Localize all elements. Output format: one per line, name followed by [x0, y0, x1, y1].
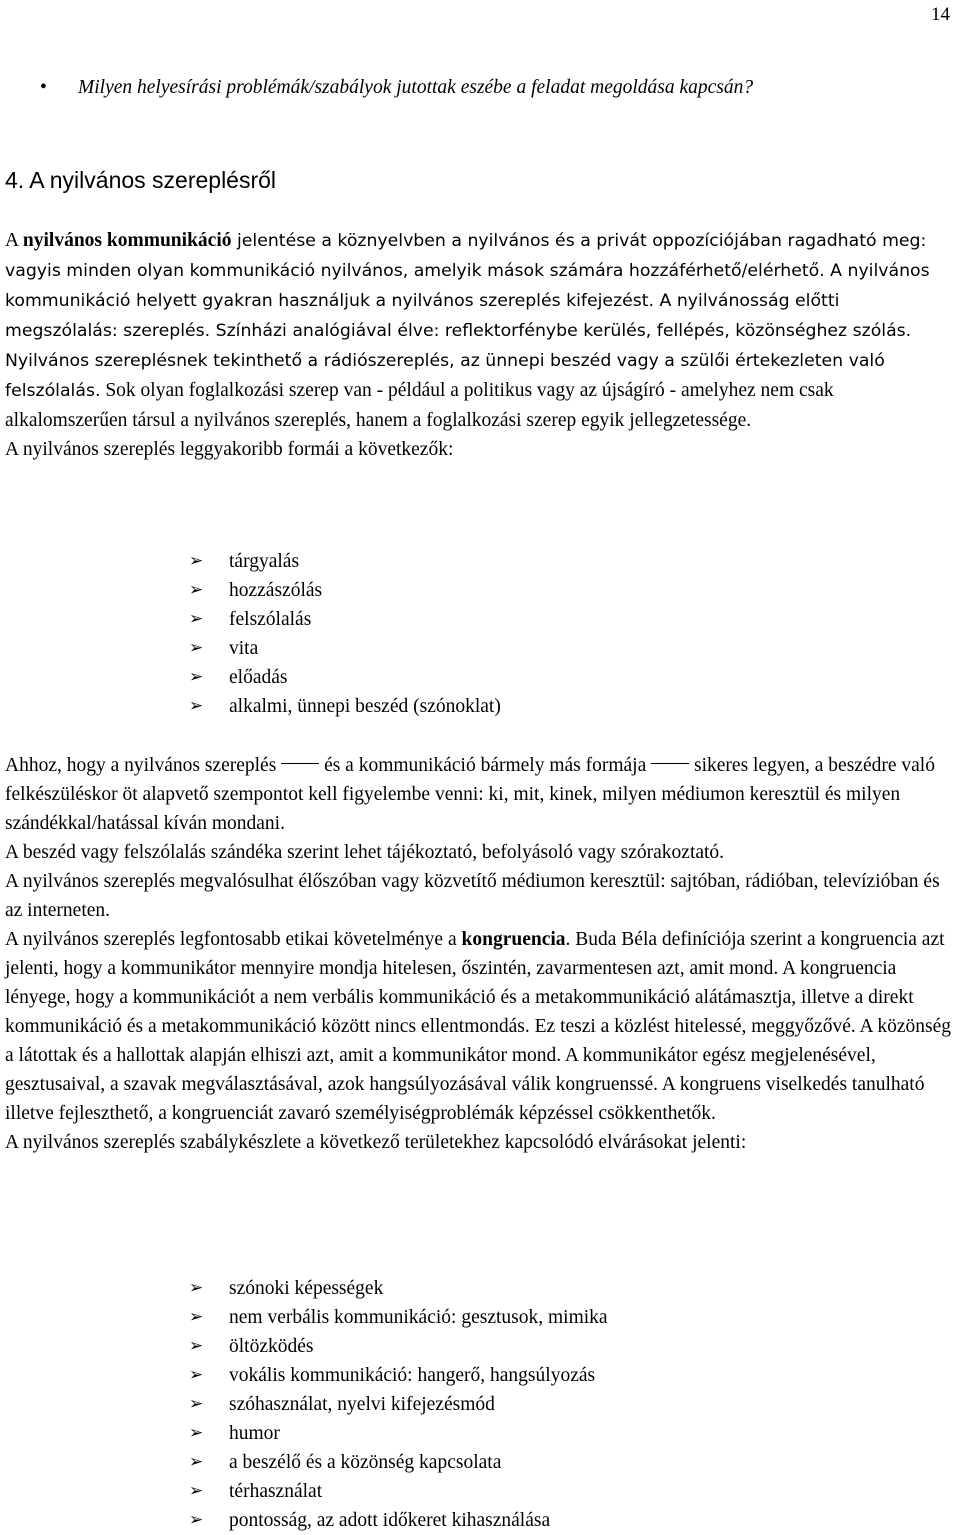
list-item: ➢ alkalmi, ünnepi beszéd (szónoklat) — [189, 692, 501, 721]
list-item: ➢ humor — [189, 1419, 608, 1448]
arrow-bullet-icon: ➢ — [189, 638, 204, 658]
page-number: 14 — [931, 4, 950, 25]
arrow-bullet-icon: ➢ — [189, 1365, 204, 1385]
arrow-bullet-icon: ➢ — [189, 696, 204, 716]
body-paragraphs: Ahhoz, hogy a nyilvános szereplés és a kommunikáció bármely más formája sikeres legyen, a beszédre való felkészüléskor öt alapvető szempontot kell figyelembe venni: ki, mit, kinek, milyen médiumon keresztül és milyen szándékkal/hatással kíván mondani. A beszéd vagy felszólalás szándéka szerint lehet tájékoztató, befolyásoló vagy szórakoztató. A nyilvános szereplés megvalósulhat élőszóban vagy közvetítő médiumon keresztül: sajtóban, rádióban, televízióban és az interneten. A nyilvános szereplés legfontosabb etikai követelménye a kongruencia. Buda Béla definíciója szerint a kongruencia azt jelenti, hogy a kommunikátor mennyire mondja hitelesen, őszintén, zavarmentesen azt, amit mond. A kongruencia lényege, hogy a kommunikációt a nem verbális kommunikáció és a metakommunikáció alátámasztja, illetve a direkt kommunikáció és a metakommunikáció között nincs ellentmondás. Ez teszi a közlést hitelessé, meggyőzővé. A közönség a látottak és a hallottak alapján elhiszi azt, amit a kommunikátor mond. A kommunikátor egész megjelenésével, gesztusaival, a szavak megválasztásával, azok hangsúlyozásával válik kongruenssé. A kongruens viselkedés tanulható illetve fejleszthető, a kongruenciát zavaró személyiségproblémák képzéssel csökkenthetők. A nyilvános szereplés szabálykészlete a következő területekhez kapcsolódó elvárásokat jelenti: — [5, 755, 952, 1153]
list-item: ➢ előadás — [189, 663, 501, 692]
arrow-bullet-icon: ➢ — [189, 609, 204, 629]
list-item: ➢ felszólalás — [189, 605, 501, 634]
medium-paragraph: A nyilvános szereplés megvalósulhat élőszóban vagy közvetítő médiumon keresztül: sajtóban, rádióban, televízióban és az interneten. — [5, 871, 940, 921]
list-item: ➢ tárgyalás — [189, 547, 501, 576]
arrow-bullet-icon: ➢ — [189, 1481, 204, 1501]
arrow-bullet-icon: ➢ — [189, 1510, 204, 1530]
arrow-bullet-icon: ➢ — [189, 667, 204, 687]
list-item: ➢ nem verbális kommunikáció: gesztusok, mimika — [189, 1303, 608, 1332]
arrow-bullet-icon: ➢ — [189, 1307, 204, 1327]
arrow-bullet-icon: ➢ — [189, 1336, 204, 1356]
section-heading: 4. A nyilvános szereplésről — [5, 167, 277, 193]
term-nyilvanos-kommunikacio: nyilvános kommunikáció — [22, 230, 232, 251]
rules-intro: A nyilvános szereplés szabálykészlete a következő területekhez kapcsolódó elvárásokat jelenti: — [5, 1132, 747, 1153]
arrow-bullet-icon: ➢ — [189, 1394, 204, 1414]
list-item: ➢ vita — [189, 634, 501, 663]
bullet-icon: • — [40, 77, 47, 98]
arrow-bullet-icon: ➢ — [189, 1278, 204, 1298]
list-item: ➢ a beszélő és a közönség kapcsolata — [189, 1448, 608, 1477]
list-item: ➢ vokális kommunikáció: hangerő, hangsúlyozás — [189, 1361, 608, 1390]
arrow-bullet-icon: ➢ — [189, 1423, 204, 1443]
dash-rule — [281, 763, 319, 764]
intro-paragraph: A nyilvános kommunikáció jelentése a köznyelvben a nyilvános és a privát oppozíciójában ragadható meg: vagyis minden olyan kommunikáció nyilvános, amelyik mások számára hozzáférhető/elérhető. A nyilvános kommunikáció helyett gyakran használjuk a nyilvános szereplés kifejezést. A nyilvánosság előtti megszólalás: szereplés. Színházi analógiával élve: reflektorfénybe kerülés, fellépés, közönséghez szólás. Nyilvános szereplésnek tekinthető a rádiószereplés, az ünnepi beszéd vagy a szülői értekezleten való felszólalás. Sok olyan foglalkozási szerep van - például a politikus vagy az újságíró - amelyhez nem csak alkalomszerűen társul a nyilvános szereplés, hanem a foglalkozási szerep egyik jellegzetessége. A nyilvános szereplés leggyakoribb formái a következők: — [5, 230, 930, 460]
arrow-bullet-icon: ➢ — [189, 1452, 204, 1472]
list-item: ➢ térhasználat — [189, 1477, 608, 1506]
list-item: ➢ öltözködés — [189, 1332, 608, 1361]
intent-paragraph: A beszéd vagy felszólalás szándéka szerint lehet tájékoztató, befolyásoló vagy szórakoztató. — [5, 842, 725, 863]
forms-list — [189, 547, 501, 721]
rules-list — [189, 1274, 608, 1535]
forms-intro: A nyilvános szereplés leggyakoribb formái a következők: — [5, 439, 454, 460]
list-item: ➢ szóhasználat, nyelvi kifejezésmód — [189, 1390, 608, 1419]
question-text: Milyen helyesírási problémák/szabályok jutottak eszébe a feladat megoldása kapcsán? — [78, 77, 754, 98]
arrow-bullet-icon: ➢ — [189, 580, 204, 600]
list-item: ➢ pontosság, az adott időkeret kihasználása — [189, 1506, 608, 1535]
list-item: ➢ szónoki képességek — [189, 1274, 608, 1303]
list-item: ➢ hozzászólás — [189, 576, 501, 605]
arrow-bullet-icon: ➢ — [189, 551, 204, 571]
term-kongruencia: kongruencia — [461, 929, 566, 950]
dash-rule — [651, 763, 689, 764]
